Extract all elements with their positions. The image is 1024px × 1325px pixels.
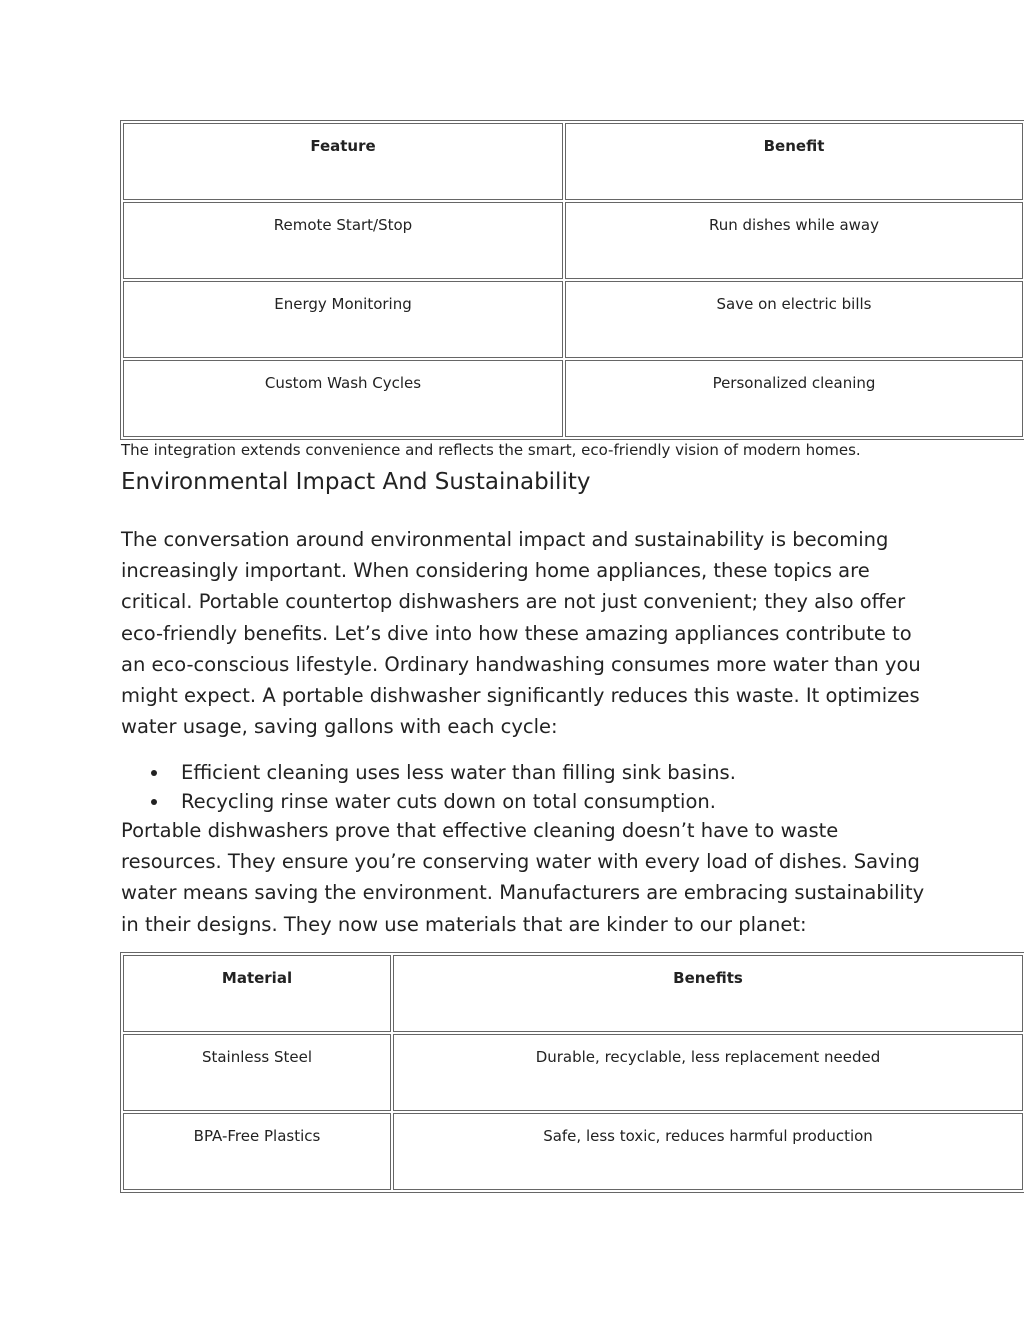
- table-header-row: [123, 955, 1023, 1032]
- list-item-text: Recycling rinse water cuts down on total consumption.: [181, 790, 716, 813]
- materials-table: [120, 952, 1024, 1193]
- body-paragraph: [121, 815, 925, 940]
- paragraph-line: Portable dishwashers prove that effective cleaning doesn’t have to waste: [121, 819, 839, 842]
- paragraph-line: resources. They ensure you’re conserving water with every load of dishes. Saving: [121, 850, 920, 874]
- paragraph-line: The conversation around environmental impact and sustainability is becoming: [121, 528, 889, 551]
- table-cell: Energy Monitoring: [123, 281, 563, 358]
- body-paragraph: [121, 524, 921, 742]
- table-header-cell: Benefit: [565, 123, 1023, 200]
- bullet-icon: [151, 799, 157, 805]
- list-item: [121, 787, 736, 816]
- list-item-text: Efficient cleaning uses less water than filling sink basins.: [181, 761, 736, 784]
- table-cell: Save on electric bills: [565, 281, 1023, 358]
- table-header-cell: Feature: [123, 123, 563, 200]
- table-cell: Custom Wash Cycles: [123, 360, 563, 437]
- table-row: [123, 281, 1023, 358]
- table-cell: Personalized cleaning: [565, 360, 1023, 437]
- table-row: [123, 1113, 1023, 1190]
- table-header-cell: Material: [123, 955, 391, 1032]
- paragraph-line: might expect. A portable dishwasher significantly reduces this waste. It optimizes: [121, 684, 920, 708]
- bullet-list: [121, 758, 736, 816]
- table-cell: Stainless Steel: [123, 1034, 391, 1111]
- paragraph-line: critical. Portable countertop dishwashers are not just convenient; they also offer: [121, 590, 906, 614]
- section-heading: Environmental Impact And Sustainability: [121, 469, 591, 495]
- table-caption: The integration extends convenience and reflects the smart, eco-friendly vision of modern homes.: [121, 441, 861, 459]
- bullet-icon: [151, 770, 157, 776]
- table-header-cell: Benefits: [393, 955, 1023, 1032]
- paragraph-line: increasingly important. When considering home appliances, these topics are: [121, 559, 870, 583]
- list-item: [121, 758, 736, 787]
- table-cell: Safe, less toxic, reduces harmful production: [393, 1113, 1023, 1190]
- table-cell: Durable, recyclable, less replacement needed: [393, 1034, 1023, 1111]
- paragraph-line: water usage, saving gallons with each cycle:: [121, 715, 558, 739]
- table-cell: Remote Start/Stop: [123, 202, 563, 279]
- paragraph-line: eco-friendly benefits. Let’s dive into how these amazing appliances contribute to: [121, 621, 912, 645]
- paragraph-line: water means saving the environment. Manufacturers are embracing sustainability: [121, 881, 925, 905]
- paragraph-line: in their designs. They now use materials that are kinder to our planet:: [121, 912, 807, 936]
- table-header-row: [123, 123, 1023, 200]
- table-row: [123, 1034, 1023, 1111]
- table-row: [123, 202, 1023, 279]
- table-cell: BPA-Free Plastics: [123, 1113, 391, 1190]
- features-table: [120, 120, 1024, 440]
- paragraph-line: an eco-conscious lifestyle. Ordinary handwashing consumes more water than you: [121, 652, 921, 676]
- table-cell: Run dishes while away: [565, 202, 1023, 279]
- table-row: [123, 360, 1023, 437]
